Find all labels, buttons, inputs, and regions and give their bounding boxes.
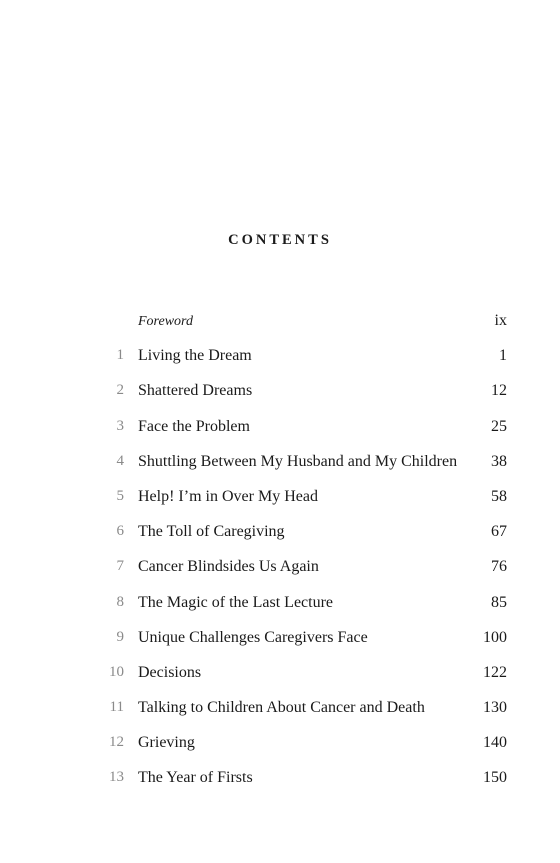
chapter-page: 67 <box>491 523 507 541</box>
chapter-title: Living the Dream <box>138 347 252 365</box>
chapter-number: 13 <box>109 769 124 786</box>
chapter-number: 12 <box>109 734 124 751</box>
chapter-number: 9 <box>116 628 124 645</box>
toc-entry <box>0 699 560 734</box>
chapter-number: 2 <box>116 382 124 399</box>
toc-entry <box>0 453 560 488</box>
chapter-page: 150 <box>483 769 507 787</box>
chapter-number: 8 <box>116 593 124 610</box>
toc-entry <box>0 769 560 804</box>
chapter-title: The Toll of Caregiving <box>138 523 285 541</box>
toc-entry-foreword <box>0 312 560 347</box>
toc-entry <box>0 347 560 382</box>
chapter-page: 140 <box>483 734 507 752</box>
toc-entry <box>0 734 560 769</box>
chapter-page: 38 <box>491 452 507 470</box>
table-of-contents <box>0 312 560 805</box>
chapter-title: Decisions <box>138 663 202 681</box>
chapter-number: 11 <box>109 699 124 716</box>
toc-entry-title: Foreword <box>138 314 193 329</box>
chapter-number: 4 <box>116 452 124 469</box>
chapter-page: 1 <box>499 347 507 365</box>
chapter-title: Shuttling Between My Husband and My Children <box>138 452 458 470</box>
chapter-title: The Magic of the Last Lecture <box>138 593 334 611</box>
toc-entry-page: ix <box>494 312 507 329</box>
chapter-title: Cancer Blindsides Us Again <box>138 558 319 576</box>
chapter-number: 1 <box>116 347 124 364</box>
chapter-title: Unique Challenges Caregivers Face <box>138 628 368 646</box>
chapter-page: 58 <box>491 487 507 505</box>
toc-entry <box>0 558 560 593</box>
chapter-page: 12 <box>491 382 507 400</box>
toc-entry <box>0 418 560 453</box>
chapter-title: Face the Problem <box>138 417 250 435</box>
toc-entry <box>0 664 560 699</box>
chapter-page: 25 <box>491 417 507 435</box>
chapter-title: Shattered Dreams <box>138 382 253 400</box>
toc-entry <box>0 594 560 629</box>
page-title: CONTENTS <box>228 232 332 248</box>
chapter-page: 100 <box>483 628 507 646</box>
chapter-title: Grieving <box>138 734 195 752</box>
chapter-number: 10 <box>109 663 124 680</box>
chapter-title: Help! I’m in Over My Head <box>138 487 318 505</box>
toc-entry <box>0 629 560 664</box>
chapter-number: 7 <box>116 558 124 575</box>
chapter-title: Talking to Children About Cancer and Death <box>138 699 425 717</box>
toc-entry <box>0 523 560 558</box>
chapter-page: 85 <box>491 593 507 611</box>
chapter-page: 122 <box>483 663 507 681</box>
chapter-number: 3 <box>116 417 124 434</box>
chapter-page: 76 <box>491 558 507 576</box>
chapter-number: 6 <box>116 523 124 540</box>
toc-entry <box>0 382 560 417</box>
chapter-page: 130 <box>483 699 507 717</box>
toc-entry <box>0 488 560 523</box>
chapter-title: The Year of Firsts <box>138 769 253 787</box>
chapter-number: 5 <box>116 487 124 504</box>
